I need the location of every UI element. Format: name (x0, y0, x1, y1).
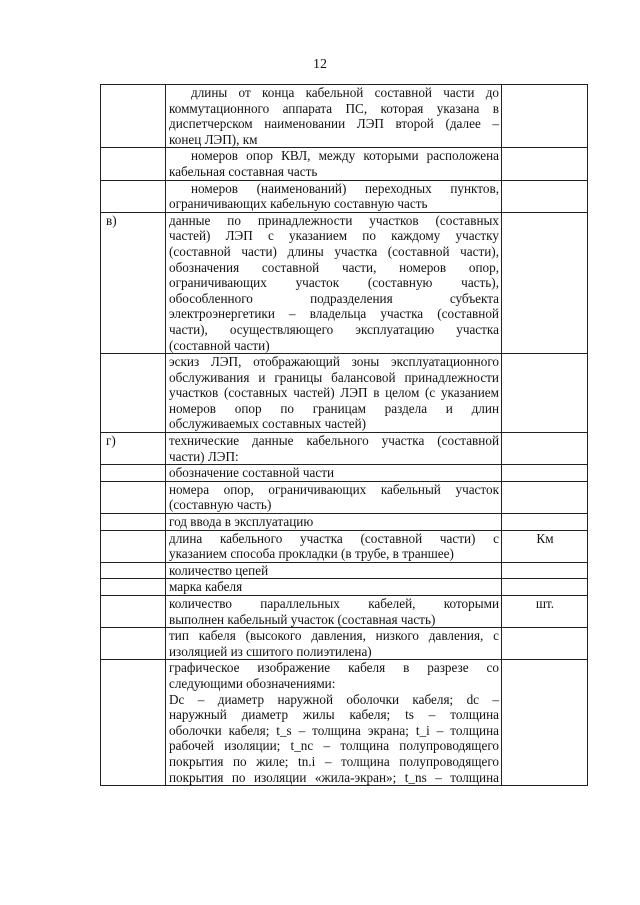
text-line: участков (составных частей) ЛЭП в целом (с указанием (169, 385, 499, 401)
text-line: обособленного подразделения субъекта (169, 290, 499, 306)
table-row (101, 212, 588, 353)
row-text-cell (166, 433, 502, 465)
text-line: длина кабельного участка (составной части) с (169, 530, 499, 546)
row-unit-cell (502, 628, 588, 660)
row-marker-cell (101, 579, 166, 596)
text-line: номера опор, ограничивающих кабельный участок (169, 481, 499, 497)
table-row (101, 85, 588, 148)
row-marker-cell (101, 660, 166, 786)
row-marker-cell (101, 562, 166, 579)
text-line: частей) ЛЭП с указанием по каждому участку (169, 228, 499, 244)
text-line: коммутационного аппарата ПС, которая указана в (169, 100, 499, 116)
text-line: рабочей изоляции; t_nc – толщина полупроводящего (169, 738, 499, 754)
table-row (101, 148, 588, 180)
row-marker-cell (101, 530, 166, 562)
row-unit-cell (502, 85, 588, 148)
row-marker-cell (101, 85, 166, 148)
text-line: (составной части) (169, 337, 270, 353)
row-marker-cell (101, 514, 166, 531)
row-unit-cell (502, 514, 588, 531)
document-table (100, 84, 588, 786)
table-row (101, 354, 588, 433)
row-text-cell (166, 180, 502, 212)
table-row (101, 433, 588, 465)
text-line: данные по принадлежности участков (составных (169, 212, 499, 228)
text-line: номеров (наименований) переходных пунктов, (191, 180, 499, 196)
text-line: электроэнергетики – владельца участка (составной (169, 306, 499, 322)
text-line: количество цепей (169, 562, 269, 578)
text-line: конец ЛЭП), км (169, 131, 258, 147)
text-line: Dc – диаметр наружной оболочки кабеля; dc – (169, 691, 499, 707)
page-number: 12 (313, 57, 327, 72)
text-line: тип кабеля (высокого давления, низкого давления, с (169, 628, 499, 644)
row-marker-cell (101, 628, 166, 660)
row-unit-cell (502, 180, 588, 212)
text-line: номеров опор по границам раздела и длин (169, 400, 499, 416)
text-line: количество параллельных кабелей, которыми (169, 596, 499, 611)
table-row (101, 481, 588, 513)
table-row (101, 180, 588, 212)
row-unit-cell: Км (502, 530, 588, 562)
table-row (101, 628, 588, 660)
text-line: обозначение составной части (169, 465, 335, 481)
table-row (101, 465, 588, 482)
text-line: покрытия по изоляции «жила-экран»; t_ns – толщина (169, 769, 499, 785)
row-text-cell (166, 481, 502, 513)
text-line: диспетчерском наименовании ЛЭП второй (далее – (169, 116, 499, 132)
row-unit-cell (502, 148, 588, 180)
row-text-cell (166, 212, 502, 353)
text-line: части), осуществляющего эксплуатацию участка (169, 321, 499, 337)
text-line: обслуживаемых составных частей) (169, 416, 367, 432)
row-unit-cell (502, 562, 588, 579)
text-line: следующими обозначениями: (169, 675, 336, 691)
text-line: марка кабеля (169, 579, 243, 595)
row-text-cell (166, 465, 502, 482)
text-line: ограничивающих кабельную составную часть (169, 196, 428, 212)
row-marker-cell (101, 481, 166, 513)
row-text-cell (166, 85, 502, 148)
row-unit-cell (502, 660, 588, 786)
row-text-cell (166, 514, 502, 531)
row-text-cell (166, 628, 502, 660)
row-text-cell (166, 530, 502, 562)
table-row (101, 596, 588, 628)
table-row (101, 514, 588, 531)
text-line: (составную часть) (169, 497, 272, 513)
text-line: (составной части) длины участка (составной части), (169, 243, 499, 259)
table-row (101, 579, 588, 596)
row-text-cell (166, 148, 502, 180)
text-line: эскиз ЛЭП, отображающий зоны эксплуатационного (169, 354, 499, 370)
row-marker-cell (101, 180, 166, 212)
text-line: ограничивающих участок (составную часть), (169, 275, 499, 291)
row-text-cell (166, 562, 502, 579)
row-unit-cell (502, 354, 588, 433)
row-unit-cell: шт. (502, 596, 588, 628)
row-unit-cell (502, 465, 588, 482)
text-line: номеров опор КВЛ, между которыми расположена (191, 148, 499, 164)
text-line: технические данные кабельного участка (составной (169, 433, 499, 449)
row-unit-cell (502, 481, 588, 513)
text-line: обозначения составной части, номеров опор, (169, 259, 499, 275)
row-marker-cell (101, 354, 166, 433)
row-unit-cell (502, 212, 588, 353)
row-unit-cell (502, 433, 588, 465)
row-marker-cell: в) (101, 212, 166, 353)
text-line: указанием способа прокладки (в трубе, в траншее) (169, 546, 454, 562)
table-row (101, 660, 588, 786)
text-line: оболочки кабеля; t_s – толщина экрана; t_i – толщина (169, 722, 499, 738)
text-line: длины от конца кабельной составной части до (191, 85, 499, 100)
row-marker-cell: г) (101, 433, 166, 465)
row-marker-cell (101, 465, 166, 482)
row-text-cell (166, 596, 502, 628)
row-text-cell (166, 579, 502, 596)
row-text-cell (166, 660, 502, 786)
text-line: кабельная составная часть (169, 163, 318, 179)
text-line: год ввода в эксплуатацию (169, 514, 314, 530)
table-row (101, 562, 588, 579)
row-text-cell (166, 354, 502, 433)
text-line: наружный диаметр жилы кабеля; ts – толщина (169, 707, 499, 723)
text-line: покрытия по жиле; tn.i – толщина полупроводящего (169, 753, 499, 769)
row-marker-cell (101, 596, 166, 628)
row-marker-cell (101, 148, 166, 180)
text-line: обслуживания и границы балансовой принадлежности (169, 369, 499, 385)
row-unit-cell (502, 579, 588, 596)
text-line: выполнен кабельный участок (составная часть) (169, 611, 436, 627)
text-line: графическое изображение кабеля в разрезе со (169, 660, 499, 676)
text-line: части) ЛЭП: (169, 448, 239, 464)
table-row (101, 530, 588, 562)
text-line: изоляцией из сшитого полиэтилена) (169, 643, 372, 659)
